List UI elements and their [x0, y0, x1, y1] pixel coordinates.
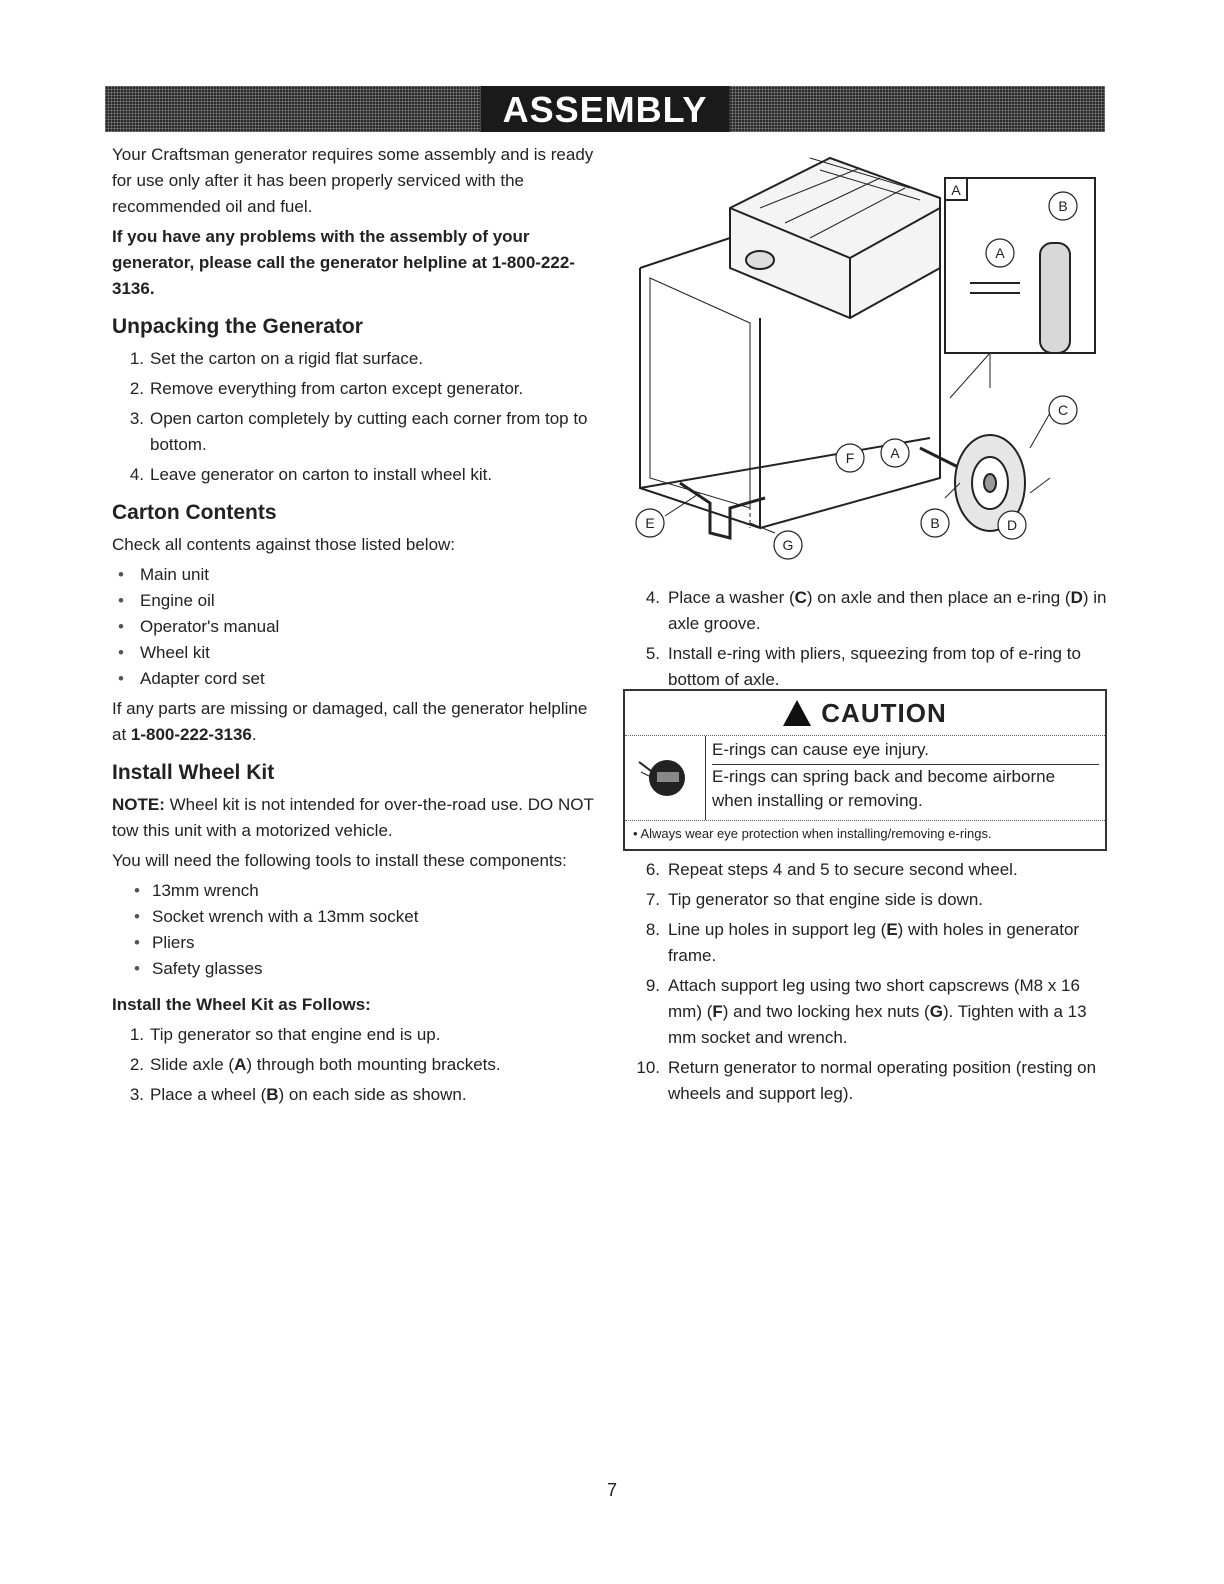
helpline-number: 1-800-222-3136	[130, 725, 252, 744]
unpacking-steps	[112, 346, 602, 488]
callout-a: A	[890, 445, 900, 461]
wheel-kit-steps-final	[636, 857, 1110, 1107]
wheel-kit-note: NOTE: Wheel kit is not intended for over-the-road use. DO NOT tow this unit with a motorized vehicle.	[112, 795, 594, 840]
list-item: 2. Slide axle (A) through both mounting brackets.	[129, 1055, 501, 1074]
list-item: 4. Leave generator on carton to install wheel kit.	[129, 465, 493, 484]
callout-a-inset: A	[995, 245, 1005, 261]
list-item: • Pliers	[112, 930, 602, 956]
list-item: 10. Return generator to normal operating position (resting on wheels and support leg).	[636, 1058, 1097, 1103]
callout-b-inset: B	[1058, 198, 1068, 214]
helpline-notice: If you have any problems with the assembly of your generator, please call the generator helpline at 1-800-222-3136.	[112, 227, 575, 298]
list-item: 1. Tip generator so that engine end is up.	[129, 1025, 441, 1044]
caution-title: CAUTION	[821, 697, 947, 728]
caution-line-2: E-rings can spring back and become airborne when installing or removing.	[712, 764, 1099, 813]
follow-heading: Install the Wheel Kit as Follows:	[112, 995, 371, 1014]
tools-intro: You will need the following tools to install these components:	[112, 851, 567, 870]
list-item: 1. Set the carton on a rigid flat surface.	[129, 349, 424, 368]
wheel-kit-heading: Install Wheel Kit	[112, 761, 275, 784]
right-column-bottom	[636, 857, 1110, 1111]
contents-list	[112, 562, 602, 692]
left-column	[112, 142, 602, 1112]
contents-intro: Check all contents against those listed below:	[112, 535, 456, 554]
list-item: 6. Repeat steps 4 and 5 to secure second wheel.	[645, 860, 1018, 879]
list-item: • Adapter cord set	[112, 666, 602, 692]
list-item: • Engine oil	[112, 588, 602, 614]
list-item: 9. Attach support leg using two short capscrews (M8 x 16 mm) (F) and two locking hex nuts (G). Tighten with a 13 mm socket and wrench.	[645, 976, 1087, 1047]
list-item: 5. Install e-ring with pliers, squeezing from top of e-ring to bottom of axle.	[645, 644, 1081, 689]
caution-box	[623, 689, 1107, 851]
list-item: 2. Remove everything from carton except generator.	[129, 379, 524, 398]
caution-line-1: E-rings can cause eye injury.	[712, 740, 930, 759]
missing-parts-text: If any parts are missing or damaged, call the generator helpline at 1-800-222-3136.	[112, 699, 588, 744]
callout-g: G	[782, 537, 794, 553]
eye-injury-icon	[625, 736, 705, 820]
list-item: • Main unit	[112, 562, 602, 588]
page-number: 7	[606, 1480, 617, 1500]
section-banner	[105, 86, 1105, 132]
caution-header	[625, 691, 1105, 736]
right-column-top	[640, 585, 1110, 697]
section-title: ASSEMBLY	[481, 86, 730, 132]
list-item: • 13mm wrench	[112, 878, 602, 904]
callout-f: F	[845, 450, 855, 466]
list-item: • Operator's manual	[112, 614, 602, 640]
generator-assembly-diagram	[610, 148, 1110, 578]
caution-footer: • Always wear eye protection when installing/removing e-rings.	[633, 826, 992, 841]
list-item: • Safety glasses	[112, 956, 602, 982]
inset-label: A	[951, 182, 961, 198]
list-item: 7. Tip generator so that engine side is down.	[645, 890, 984, 909]
warning-triangle-icon	[783, 700, 811, 726]
list-item: 8. Line up holes in support leg (E) with holes in generator frame.	[645, 920, 1080, 965]
callout-c: C	[1057, 402, 1069, 418]
list-item: 3. Place a wheel (B) on each side as shown.	[129, 1085, 467, 1104]
list-item: 3. Open carton completely by cutting each corner from top to bottom.	[129, 409, 588, 454]
wheel-kit-steps-continued	[640, 585, 1110, 693]
list-item: • Socket wrench with a 13mm socket	[112, 904, 602, 930]
list-item: • Wheel kit	[112, 640, 602, 666]
callout-d: D	[1006, 517, 1018, 533]
intro-text: Your Craftsman generator requires some assembly and is ready for use only after it has been properly serviced with the recommended oil and fuel.	[112, 145, 594, 216]
tools-list	[112, 878, 602, 982]
unpacking-heading: Unpacking the Generator	[112, 315, 363, 338]
callout-b: B	[930, 515, 940, 531]
callout-e: E	[645, 515, 655, 531]
contents-heading: Carton Contents	[112, 501, 277, 524]
list-item: 4. Place a washer (C) on axle and then place an e-ring (D) in axle groove.	[645, 588, 1107, 633]
wheel-kit-steps	[112, 1022, 602, 1108]
